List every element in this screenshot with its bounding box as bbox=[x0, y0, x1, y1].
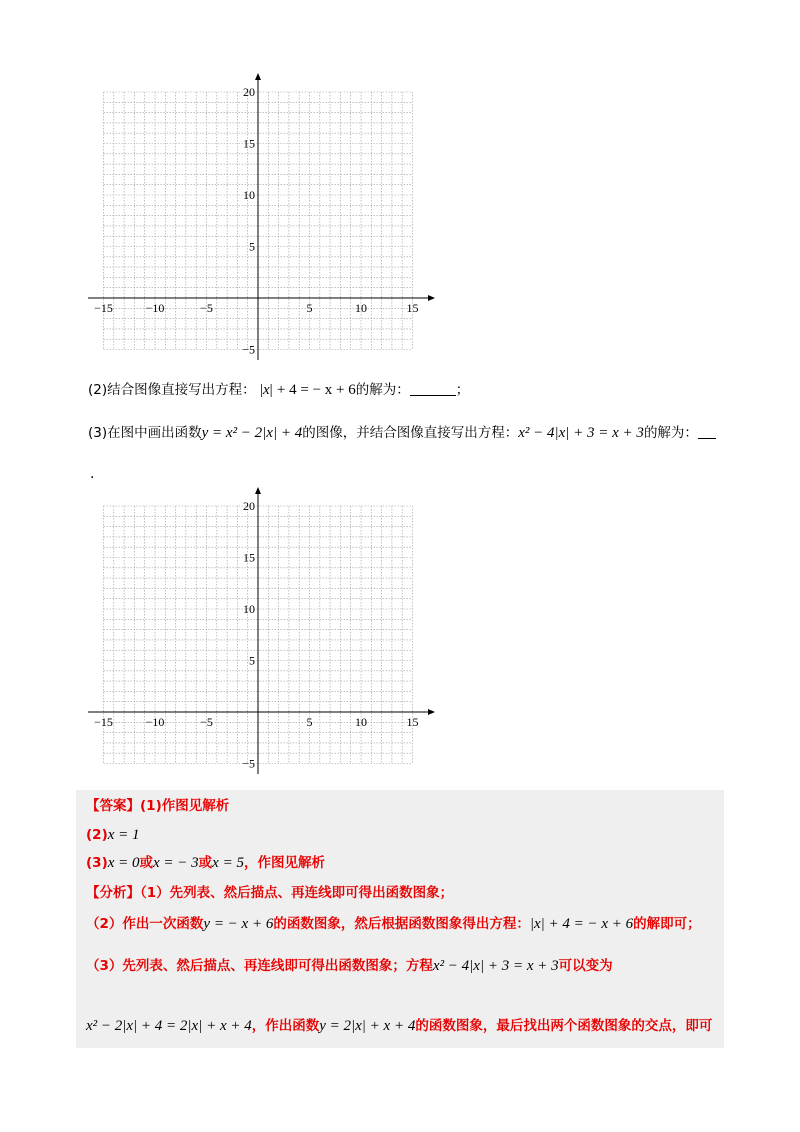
question-2-text-b: 的解为： bbox=[355, 382, 410, 398]
question-3-dot: . bbox=[90, 466, 95, 482]
answer-blank-3 bbox=[698, 424, 716, 439]
x-tick-label: 10 bbox=[355, 715, 367, 729]
question-2-math-b: + 4 = − x + 6 bbox=[276, 382, 356, 398]
coordinate-grid-2 bbox=[78, 486, 438, 776]
y-tick-label: 5 bbox=[249, 239, 255, 254]
x-tick-label: 15 bbox=[406, 301, 419, 315]
question-2-text-a: 结合图像直接写出方程： bbox=[107, 382, 256, 398]
question-3-text-a: 在图中画出函数 bbox=[107, 425, 202, 441]
x-tick-label: −10 bbox=[145, 715, 165, 729]
question-2-math-a: x bbox=[262, 382, 270, 398]
analysis-line-4: x² − 2|x| + 4 = 2|x| + x + 4，作出函数y = 2|x| + x + 4的函数图象，最后找出两个函数图象的交点，即可 bbox=[86, 1018, 713, 1034]
question-3-equation: x² − 4|x| + 3 = x + 3 bbox=[518, 425, 644, 441]
answer-line-2: (2)x = 1 bbox=[86, 827, 140, 843]
answer-line-1: 【答案】(1)作图见解析 bbox=[86, 798, 230, 814]
y-tick-label: 20 bbox=[243, 499, 255, 513]
y-tick-label: 15 bbox=[243, 136, 255, 151]
y-axis-arrow-icon bbox=[255, 73, 261, 80]
x-axis-arrow-icon bbox=[428, 709, 435, 715]
coordinate-grid-1 bbox=[78, 72, 438, 362]
y-tick-label: 15 bbox=[243, 550, 255, 565]
y-tick-label: 20 bbox=[243, 85, 255, 99]
answer-section bbox=[76, 790, 724, 1048]
question-2-tail: ； bbox=[455, 382, 470, 398]
y-tick-label: 10 bbox=[243, 188, 255, 202]
question-3 bbox=[88, 423, 716, 443]
question-3-text-b: 的图像，并结合图像直接写出方程： bbox=[302, 425, 519, 441]
question-2: (2)结合图像直接写出方程： |x| + 4 = − x + 6的解为： ； bbox=[88, 382, 470, 398]
question-3-func: y = x² − 2|x| + 4 bbox=[201, 425, 303, 441]
x-axis-arrow-icon bbox=[428, 295, 435, 301]
x-tick-label: 5 bbox=[306, 301, 313, 315]
y-tick-label: −5 bbox=[242, 342, 255, 357]
x-tick-label: −5 bbox=[200, 301, 213, 315]
x-tick-label: −15 bbox=[94, 715, 113, 729]
grid-svg-1 bbox=[78, 72, 438, 362]
question-3-text-c: 的解为： bbox=[643, 425, 698, 441]
x-tick-label: −15 bbox=[94, 301, 113, 315]
y-tick-label: −5 bbox=[242, 756, 255, 771]
answer-line-3: (3)x = 0或x = − 3或x = 5，作图见解析 bbox=[86, 855, 325, 871]
question-3-number: (3) bbox=[88, 425, 108, 441]
grid-svg-2 bbox=[78, 486, 438, 776]
x-tick-label: 10 bbox=[355, 301, 367, 315]
y-axis-arrow-icon bbox=[255, 487, 261, 494]
x-tick-label: −10 bbox=[145, 301, 165, 315]
analysis-line-2: （2）作出一次函数y = − x + 6的函数图象，然后根据函数图象得出方程：|x| + 4 = − x + 6的解即可； bbox=[86, 916, 701, 932]
analysis-line-3: （3）先列表、然后描点、再连线即可得出函数图象；方程x² − 4|x| + 3 = x + 3可以变为 bbox=[86, 958, 613, 974]
question-2-number: (2) bbox=[88, 382, 108, 398]
x-tick-label: −5 bbox=[200, 715, 213, 729]
x-tick-label: 15 bbox=[406, 715, 419, 729]
y-tick-label: 5 bbox=[249, 653, 255, 668]
answer-blank-2 bbox=[410, 381, 456, 396]
analysis-line-1: 【分析】（1）先列表、然后描点、再连线即可得出函数图象； bbox=[86, 885, 454, 901]
y-tick-label: 10 bbox=[243, 602, 255, 616]
x-tick-label: 5 bbox=[306, 715, 313, 729]
